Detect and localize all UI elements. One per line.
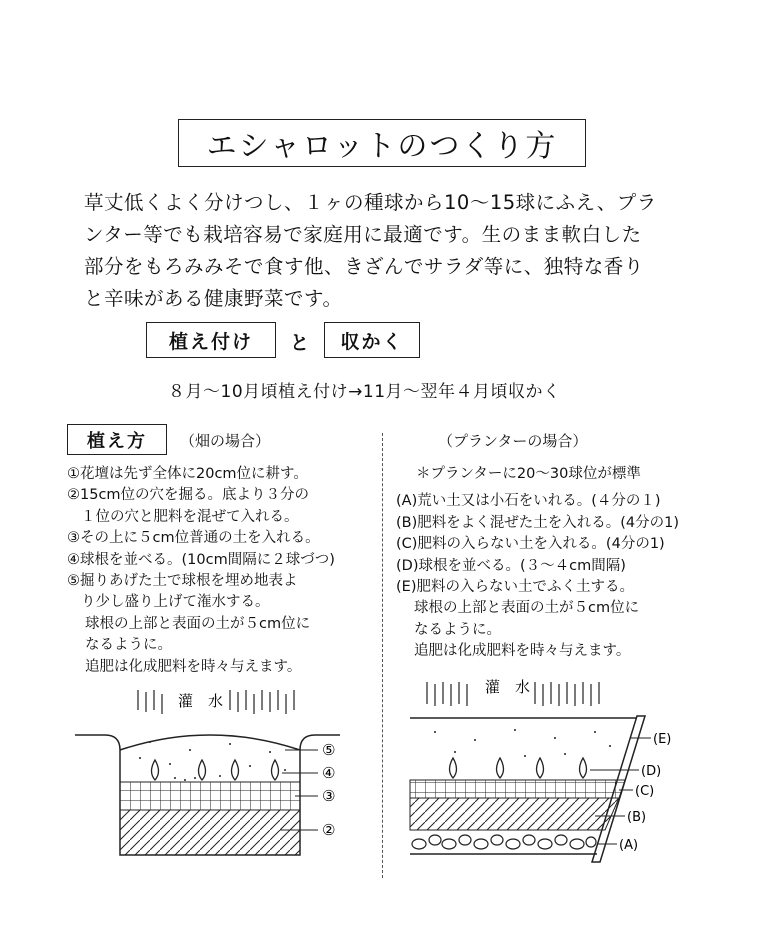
water-label: 灌 水 xyxy=(178,692,224,710)
intro-line: ンター等でも栽培容易で家庭用に最適です。生のまま軟白した xyxy=(84,223,642,246)
field-steps xyxy=(67,464,377,678)
soil-dots xyxy=(139,741,286,781)
layer-label: ② xyxy=(322,821,336,839)
step-line: １位の穴と肥料を混ぜて入れる。 xyxy=(81,508,299,525)
layer-label: (D) xyxy=(641,764,662,779)
planter-case-heading: （プランターの場合） xyxy=(438,432,588,450)
step-line: ①花壇は先ず全体に20cm位に耕す。 xyxy=(67,466,308,482)
bulbs xyxy=(152,760,279,780)
planter-steps xyxy=(396,464,706,663)
fertilizer-layer xyxy=(120,810,300,855)
topsoil-layer xyxy=(120,782,300,810)
planting-label: 植え付け xyxy=(146,322,276,358)
bulbs xyxy=(450,758,587,778)
mound-surface xyxy=(120,735,300,750)
step-line: (B)肥料をよく混ぜた土を入れる。(4分の1) xyxy=(396,514,680,531)
layer-label: ③ xyxy=(322,787,336,805)
step-line: なるように。 xyxy=(414,621,501,638)
intro-line: 部分をもろみみそで食す他、きざんでサラダ等に、独特な香り xyxy=(84,255,644,278)
layer-label: (A) xyxy=(619,838,639,853)
pebbles xyxy=(412,835,596,849)
planting-method-heading: 植え方 xyxy=(67,424,167,455)
planter-note: ＊プランターに20～30球位が標準 xyxy=(416,466,641,482)
step-line: ②15cm位の穴を掘る。底より３分の xyxy=(67,487,310,504)
field-cross-section-diagram xyxy=(70,680,370,880)
step-line: (E)肥料の入らない土でふく土する。 xyxy=(396,579,634,596)
step-line: (A)荒い土又は小石をいれる。(４分の１) xyxy=(396,493,661,510)
layer-label: ④ xyxy=(322,764,336,782)
planter-cross-section-diagram xyxy=(405,672,705,872)
schedule-text: ８月～10月頃植え付け→11月～翌年４月頃収かく xyxy=(168,382,561,402)
layer-label: (C) xyxy=(635,784,655,799)
intro-line: 草丈低くよく分けつし、１ヶの種球から10～15球にふえ、プラ xyxy=(84,191,657,214)
step-line: ⑤掘りあげた土で球根を埋め地表よ xyxy=(67,573,298,590)
step-line: (C)肥料の入らない土を入れる。(4分の1) xyxy=(396,536,665,553)
field-case-subheading: （畑の場合） xyxy=(180,432,271,450)
page-title: エシャロットのつくり方 xyxy=(178,119,586,167)
layer-label: (B) xyxy=(627,810,647,825)
fertilizer-soil-layer xyxy=(410,798,619,830)
harvest-label: 収かく xyxy=(324,322,420,358)
step-line: 球根の上部と表面の土が５cm位に xyxy=(85,615,311,632)
step-line: ④球根を並べる。(10cm間隔に２球づつ) xyxy=(67,551,335,568)
intro-paragraph xyxy=(84,187,694,315)
column-divider xyxy=(382,433,383,878)
soil-dots xyxy=(434,729,611,757)
step-line: 球根の上部と表面の土が５cm位に xyxy=(414,600,640,617)
layer-label: ⑤ xyxy=(322,741,336,759)
plain-soil-layer xyxy=(410,780,625,798)
step-line: 追肥は化成肥料を時々与えます。 xyxy=(414,643,631,660)
step-line: り少し盛り上げて潅水する。 xyxy=(81,594,270,611)
step-line: なるように。 xyxy=(85,637,172,654)
step-line: 追肥は化成肥料を時々与えます。 xyxy=(85,658,302,675)
layer-label: (E) xyxy=(653,732,672,747)
and-label: と xyxy=(290,332,310,354)
water-label: 灌 水 xyxy=(485,678,531,696)
step-line: (D)球根を並べる。(３～４cm間隔) xyxy=(396,557,626,574)
step-line: ③その上に５cm位普通の土を入れる。 xyxy=(67,530,320,547)
intro-line: と辛味がある健康野菜です。 xyxy=(84,287,343,310)
